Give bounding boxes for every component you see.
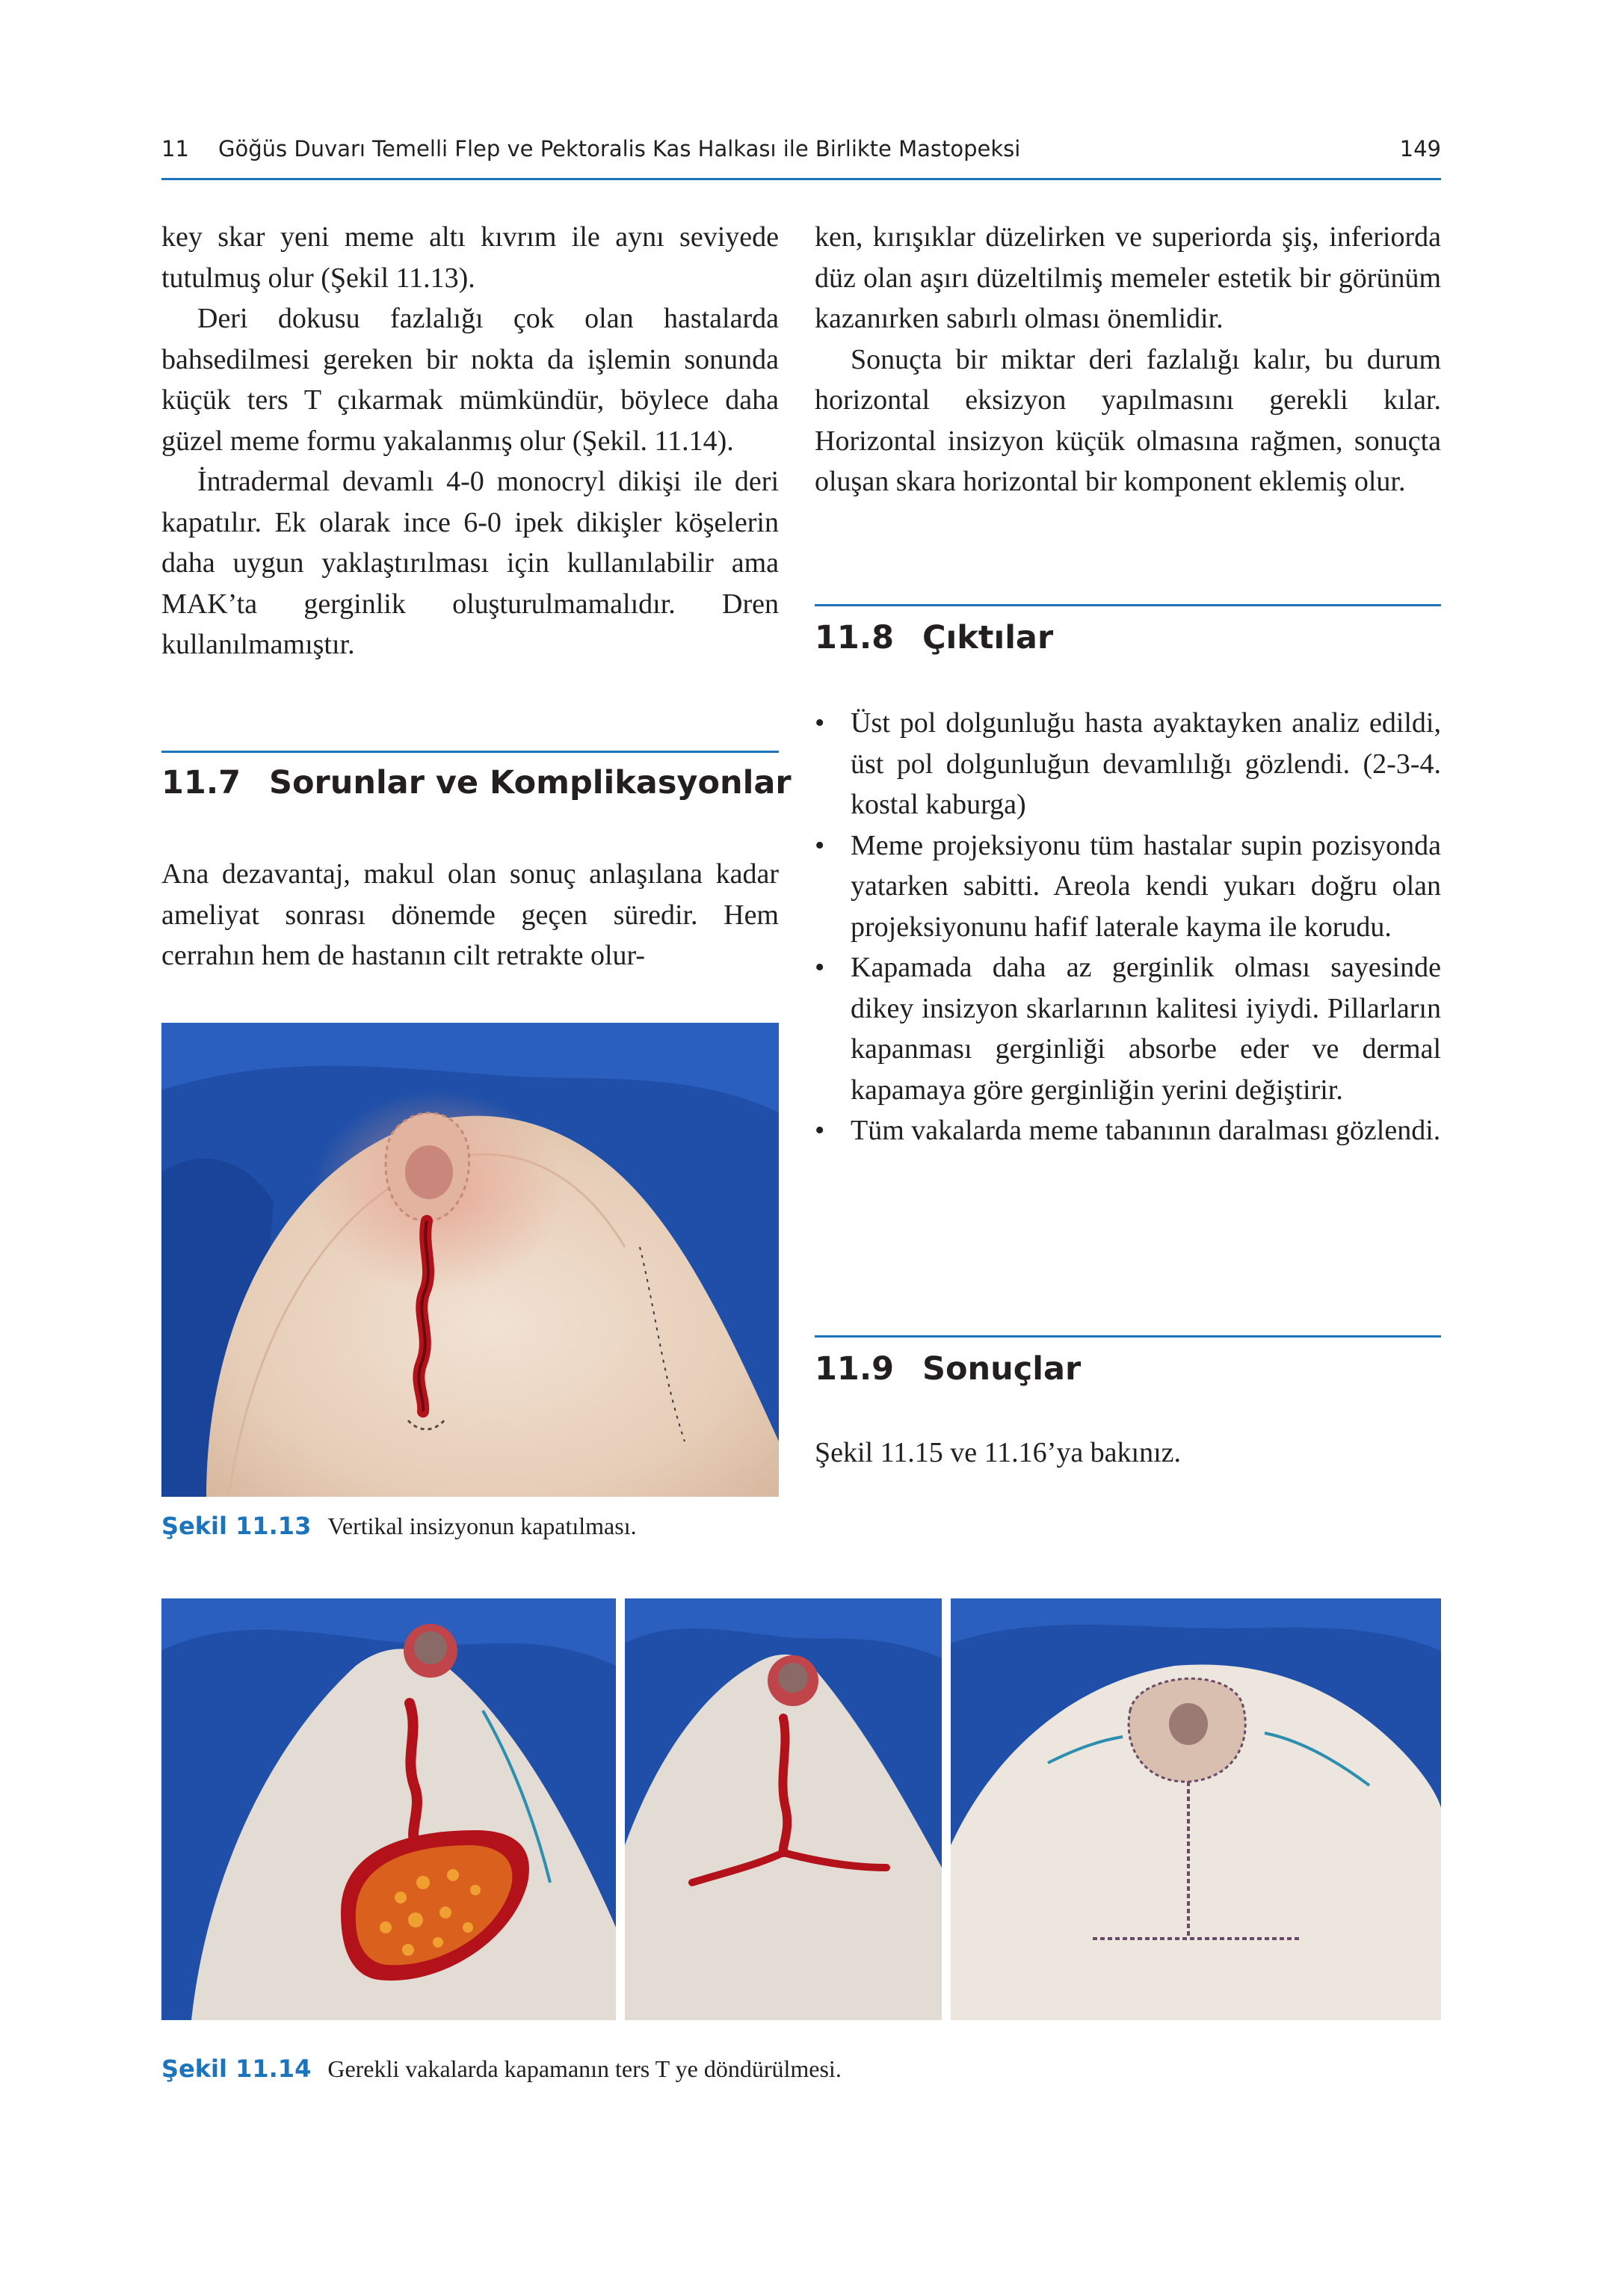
figure-11-14-photo-middle xyxy=(625,1598,942,2020)
figure-label: Şekil 11.14 xyxy=(161,2055,312,2083)
list-item: • Kapamada daha az gerginlik olması sayesinde dikey insizyon skarlarının kalitesi iyiydi. Pillarların kapanması gerginliği absorbe eder ve dermal kapamaya göre gerginliğin yerini değiştirir. xyxy=(815,947,1441,1110)
figure-caption-text: Gerekli vakalarda kapamanın ters T ye döndürülmesi. xyxy=(327,2055,842,2082)
header-rule xyxy=(161,178,1441,180)
list-item: • Meme projeksiyonu tüm hastalar supin pozisyonda yatarken sabitti. Areola kendi yukarı doğru olan projeksiyonunu hafif laterale kayma ile korudu. xyxy=(815,825,1441,948)
section-number: 11.8 xyxy=(815,619,895,656)
section-title: Çıktılar xyxy=(922,619,1054,656)
section-heading-11-8 xyxy=(815,619,1053,656)
paragraph: Deri dokusu fazlalığı çok olan hastalarda bahsedilmesi gereken bir nokta da işlemin sonunda küçük ters T çıkarmak mümkündür, böylece daha güzel meme formu yakalanmış olur (Şekil. 11.14). xyxy=(161,303,779,457)
chapter-number: 11 xyxy=(161,136,189,161)
figure-11-14-photo-left xyxy=(161,1598,616,2020)
section-rule xyxy=(815,1335,1441,1338)
section-heading-11-7 xyxy=(161,764,792,801)
figure-label: Şekil 11.13 xyxy=(161,1512,312,1540)
paragraph: Ana dezavantaj, makul olan sonuç anlaşılana kadar ameliyat sonrası dönemde geçen süredir. Hem cerrahın hem de hastanın cilt retrakte olur- xyxy=(161,858,779,971)
section-title: Sonuçlar xyxy=(922,1350,1082,1388)
section-rule xyxy=(815,604,1441,606)
figure-11-13-photo xyxy=(161,1023,779,1497)
section-title: Sorunlar ve Komplikasyonlar xyxy=(269,764,792,801)
section-number: 11.7 xyxy=(161,764,241,801)
section-11-9-text xyxy=(815,1432,1441,1474)
open-excision-illustration xyxy=(161,1598,616,2020)
chapter-title: Göğüs Duvarı Temelli Flep ve Pektoralis Kas Halkası ile Birlikte Mastopeksi xyxy=(218,136,1021,161)
list-item: • Üst pol dolgunluğu hasta ayaktayken analiz edildi, üst pol dolgunluğun devamlılığı gözlendi. (2-3-4. kostal kaburga) xyxy=(815,703,1441,825)
figure-11-14-photo-right xyxy=(951,1598,1441,2020)
page-number: 149 xyxy=(1399,136,1441,161)
paragraph: Sonuçta bir miktar deri fazlalığı kalır, bu durum horizontal eksizyon yapılmasını gerekli kılar. Horizontal insizyon küçük olmasına rağmen, sonuçta oluşan skara horizontal bir komponent eklemiş olur. xyxy=(815,343,1441,497)
figure-11-14-caption xyxy=(161,2055,842,2083)
section-11-8-list xyxy=(815,703,1441,1151)
final-suture-illustration xyxy=(951,1598,1441,2020)
right-column-text xyxy=(815,217,1441,502)
left-column-text xyxy=(161,217,779,665)
section-rule xyxy=(161,751,779,753)
figure-11-13-caption xyxy=(161,1512,637,1540)
figure-caption-text: Vertikal insizyonun kapatılması. xyxy=(327,1512,637,1539)
list-item: • Tüm vakalarda meme tabanının daralması gözlendi. xyxy=(815,1110,1441,1151)
inverted-t-closure-illustration xyxy=(625,1598,942,2020)
paragraph: İntradermal devamlı 4-0 monocryl dikişi ile deri kapatılır. Ek olarak ince 6-0 ipek dikişler köşelerin daha uygun yaklaştırılması için kullanılabilir ama MAK’ta gerginlik oluşturulmamalıdır. Dren kullanılmamıştır. xyxy=(161,466,779,660)
paragraph: Şekil 11.15 ve 11.16’ya bakınız. xyxy=(815,1437,1182,1468)
section-heading-11-9 xyxy=(815,1350,1081,1388)
section-11-7-text xyxy=(161,854,779,976)
breast-closure-illustration xyxy=(161,1023,779,1497)
section-number: 11.9 xyxy=(815,1350,895,1388)
paragraph: ken, kırışıklar düzelirken ve superiorda şiş, inferiorda düz olan aşırı düzeltilmiş memeler estetik bir görünüm kazanırken sabırlı olması önemlidir. xyxy=(815,221,1441,334)
paragraph: key skar yeni meme altı kıvrım ile aynı seviyede tutulmuş olur (Şekil 11.13). xyxy=(161,221,779,294)
